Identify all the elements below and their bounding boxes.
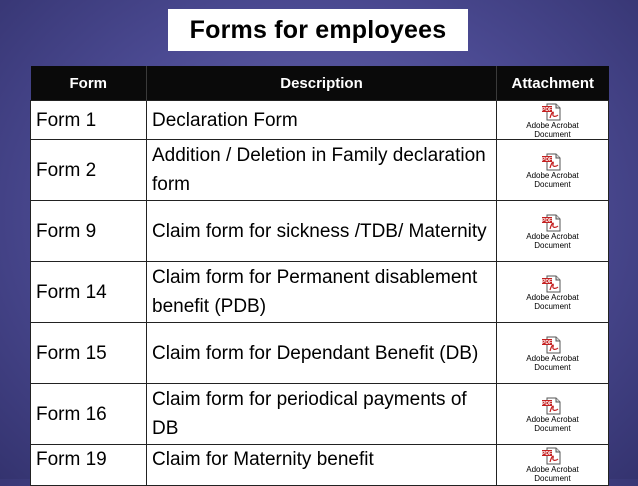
form-cell: Form 19 <box>31 445 147 486</box>
form-cell: Form 16 <box>31 384 147 445</box>
pdf-attachment[interactable] <box>526 153 578 189</box>
attachment-cell <box>497 384 609 445</box>
attachment-label-line2: Document <box>534 363 571 372</box>
page-title: Forms for employees <box>168 9 468 51</box>
table-row <box>31 101 609 140</box>
description-cell: Claim form for periodical payments of DB <box>147 384 497 445</box>
attachment-label-line2: Document <box>534 302 571 311</box>
description-cell: Claim form for sickness /TDB/ Maternity <box>147 201 497 262</box>
svg-text:PDF: PDF <box>542 157 553 163</box>
pdf-attachment[interactable] <box>526 397 578 433</box>
table-row <box>31 384 609 445</box>
attachment-label-line2: Document <box>534 241 571 250</box>
header-description: Description <box>147 66 497 101</box>
pdf-attachment[interactable] <box>526 447 578 483</box>
form-cell: Form 2 <box>31 140 147 201</box>
header-form: Form <box>31 66 147 101</box>
form-cell: Form 1 <box>31 101 147 140</box>
pdf-document-icon <box>541 447 563 465</box>
description-cell: Claim form for Dependant Benefit (DB) <box>147 323 497 384</box>
svg-text:PDF: PDF <box>542 218 553 224</box>
svg-text:PDF: PDF <box>542 107 553 113</box>
pdf-document-icon <box>541 103 563 121</box>
attachment-label-line1: Adobe Acrobat <box>526 415 579 424</box>
table-row <box>31 201 609 262</box>
svg-text:PDF: PDF <box>542 340 553 346</box>
attachment-label-line2: Document <box>534 474 571 483</box>
attachment-cell <box>497 201 609 262</box>
svg-text:PDF: PDF <box>542 279 553 285</box>
form-cell: Form 15 <box>31 323 147 384</box>
attachment-cell <box>497 262 609 323</box>
attachment-label-line1: Adobe Acrobat <box>526 293 579 302</box>
svg-text:PDF: PDF <box>542 451 553 457</box>
forms-table <box>30 66 609 486</box>
pdf-document-icon <box>541 214 563 232</box>
pdf-document-icon <box>541 397 563 415</box>
table-row <box>31 445 609 486</box>
table-row <box>31 262 609 323</box>
attachment-cell <box>497 140 609 201</box>
attachment-label-line1: Adobe Acrobat <box>526 121 579 130</box>
form-cell: Form 9 <box>31 201 147 262</box>
pdf-document-icon <box>541 153 563 171</box>
table-row <box>31 323 609 384</box>
pdf-attachment[interactable] <box>526 336 578 372</box>
pdf-attachment[interactable] <box>526 103 578 139</box>
description-cell: Declaration Form <box>147 101 497 140</box>
form-cell: Form 14 <box>31 262 147 323</box>
pdf-attachment[interactable] <box>526 214 578 250</box>
attachment-label-line1: Adobe Acrobat <box>526 465 579 474</box>
table-header-row <box>31 66 609 101</box>
attachment-label-line1: Adobe Acrobat <box>526 232 579 241</box>
description-cell: Addition / Deletion in Family declaration form <box>147 140 497 201</box>
attachment-label-line2: Document <box>534 424 571 433</box>
header-attachment: Attachment <box>497 66 609 101</box>
table-row <box>31 140 609 201</box>
pdf-document-icon <box>541 336 563 354</box>
attachment-cell <box>497 323 609 384</box>
description-cell: Claim for Maternity benefit <box>147 445 497 486</box>
attachment-cell <box>497 101 609 140</box>
attachment-label-line2: Document <box>534 130 571 139</box>
attachment-label-line2: Document <box>534 180 571 189</box>
svg-text:PDF: PDF <box>542 401 553 407</box>
pdf-attachment[interactable] <box>526 275 578 311</box>
attachment-cell <box>497 445 609 486</box>
pdf-document-icon <box>541 275 563 293</box>
attachment-label-line1: Adobe Acrobat <box>526 171 579 180</box>
attachment-label-line1: Adobe Acrobat <box>526 354 579 363</box>
description-cell: Claim form for Permanent disablement benefit (PDB) <box>147 262 497 323</box>
